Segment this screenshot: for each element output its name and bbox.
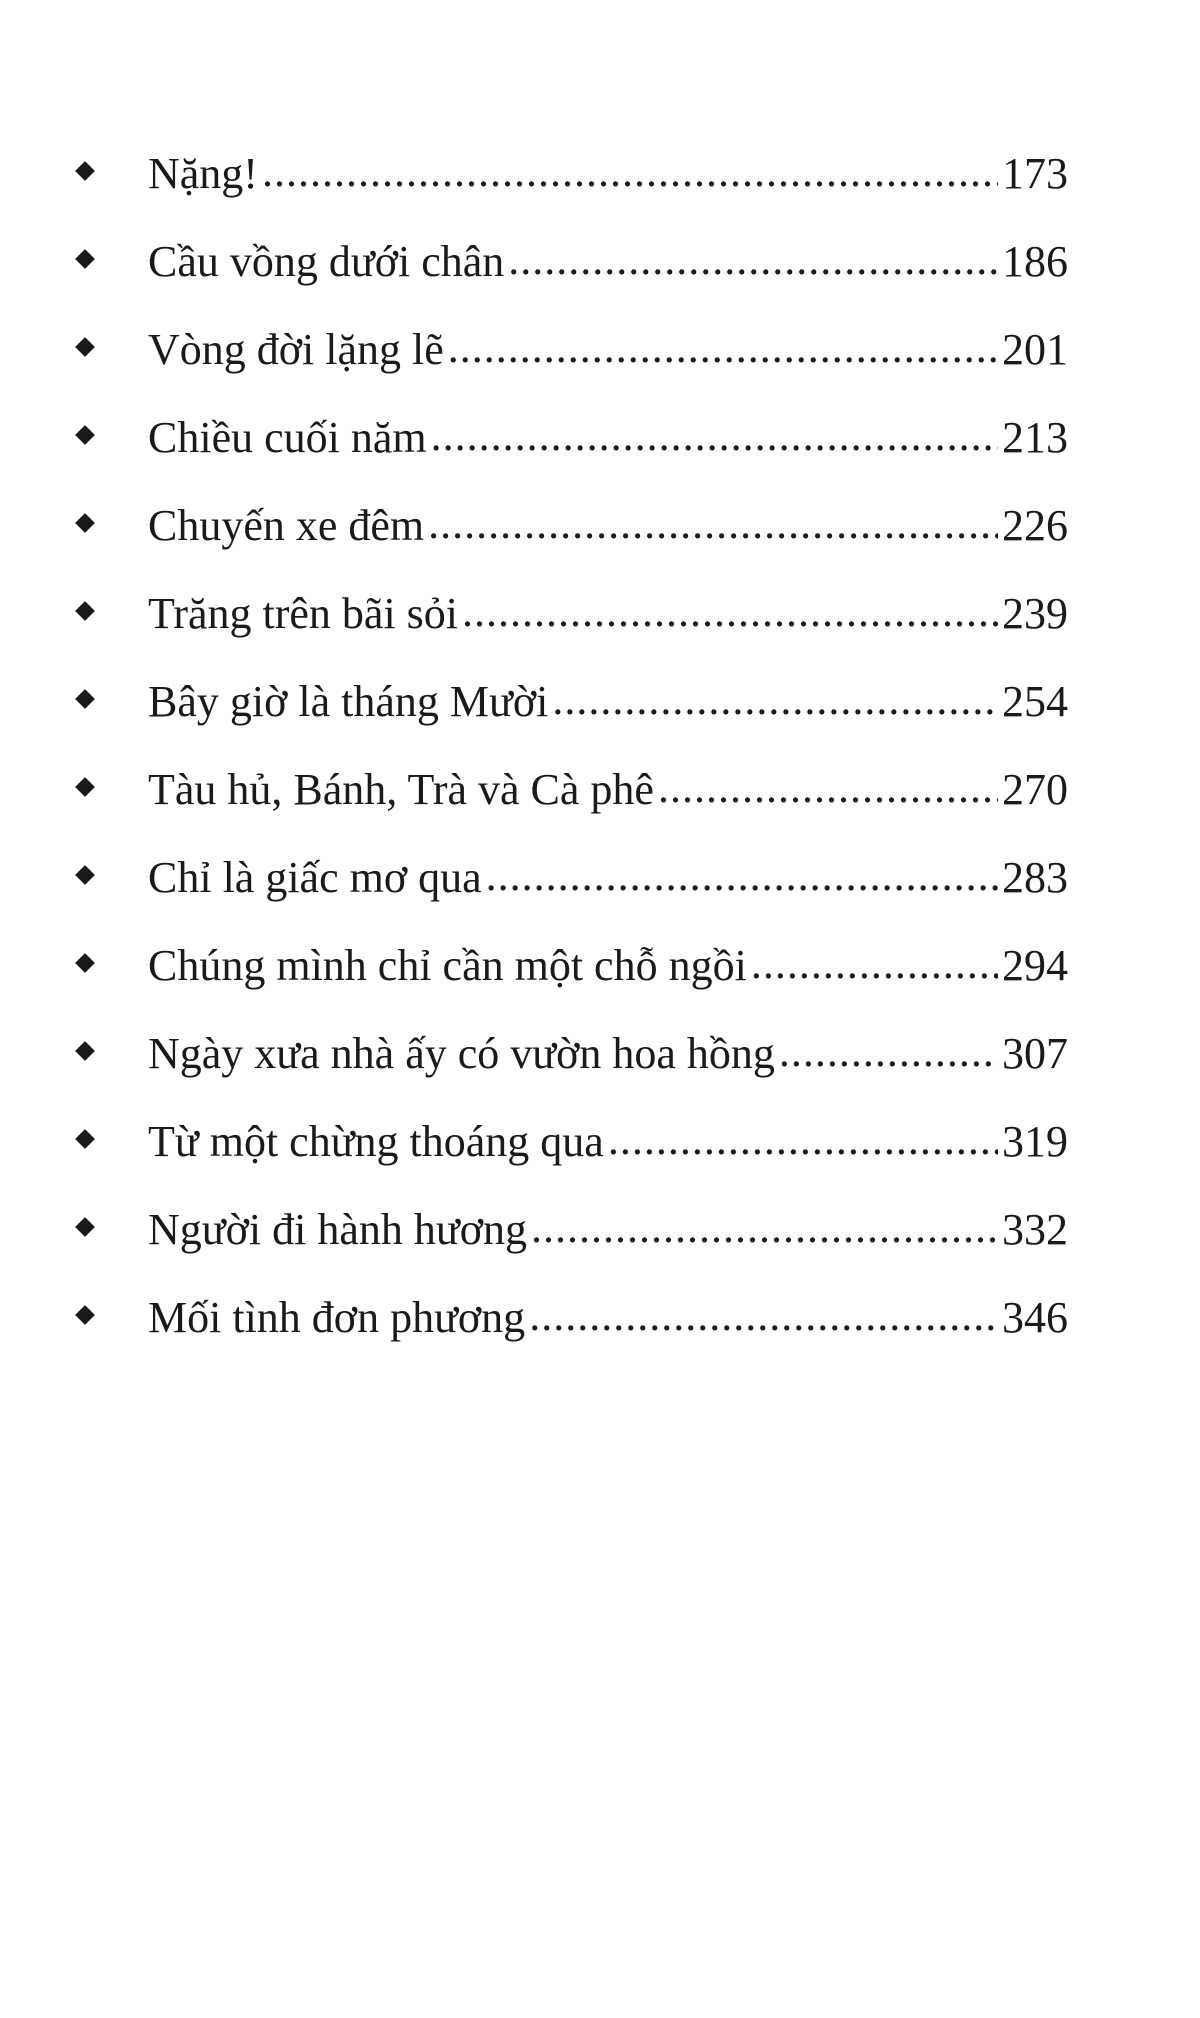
dot-leader [529,1272,998,1360]
toc-entry-page: 213 [1002,413,1068,462]
toc-entry-page: 254 [1002,677,1068,726]
toc-entry-title: Chúng mình chỉ cần một chỗ ngồi [148,941,747,990]
toc-entry-title: Nặng! [148,149,258,198]
toc-entry [78,130,1068,218]
toc-entry [78,834,1068,922]
dot-leader [751,920,998,1008]
toc-entry-title: Vòng đời lặng lẽ [148,325,444,374]
diamond-bullet-icon [75,689,95,709]
dot-leader [508,216,998,304]
dot-leader [608,1096,998,1184]
toc-entry-title: Tàu hủ, Bánh, Trà và Cà phê [148,765,654,814]
diamond-bullet-icon [75,865,95,885]
toc-entry-page: 346 [1002,1293,1068,1342]
toc-entry [78,1098,1068,1186]
toc-entry-title: Cầu vồng dưới chân [148,237,505,286]
toc-entry-page: 294 [1002,941,1068,990]
toc-entry [78,1010,1068,1098]
toc-entry-title: Bây giờ là tháng Mười [148,677,549,726]
diamond-bullet-icon [75,1129,95,1149]
diamond-bullet-icon [75,249,95,269]
dot-leader [779,1008,998,1096]
toc-entry-title: Ngày xưa nhà ấy có vườn hoa hồng [148,1029,775,1078]
toc-entry [78,746,1068,834]
toc-entry-page: 239 [1002,589,1068,638]
toc-entry-page: 283 [1002,853,1068,902]
toc-entry-title: Mối tình đơn phương [148,1293,526,1342]
toc-entry-title: Người đi hành hương [148,1205,527,1254]
diamond-bullet-icon [75,161,95,181]
dot-leader [658,744,998,832]
diamond-bullet-icon [75,1305,95,1325]
toc-entry [78,570,1068,658]
toc-entry [78,1274,1068,1362]
dot-leader [431,392,998,480]
toc-entry [78,218,1068,306]
toc-entry-page: 226 [1002,501,1068,550]
diamond-bullet-icon [75,1217,95,1237]
toc-entry-page: 319 [1002,1117,1068,1166]
diamond-bullet-icon [75,337,95,357]
diamond-bullet-icon [75,513,95,533]
diamond-bullet-icon [75,777,95,797]
toc-entry-title: Chỉ là giấc mơ qua [148,853,482,902]
dot-leader [448,304,998,392]
diamond-bullet-icon [75,425,95,445]
toc-entry [78,922,1068,1010]
toc-entry [78,306,1068,394]
toc-entry [78,394,1068,482]
toc-entry [78,658,1068,746]
dot-leader [531,1184,998,1272]
toc-entry [78,482,1068,570]
dot-leader [428,480,998,568]
toc-entry-page: 201 [1002,325,1068,374]
toc-entry-title: Trăng trên bãi sỏi [148,589,459,638]
dot-leader [486,832,998,920]
table-of-contents [78,130,1068,1362]
diamond-bullet-icon [75,601,95,621]
diamond-bullet-icon [75,953,95,973]
dot-leader [462,568,998,656]
toc-entry-page: 186 [1002,237,1068,286]
dot-leader [552,656,998,744]
toc-entry [78,1186,1068,1274]
toc-entry-page: 307 [1002,1029,1068,1078]
toc-entry-title: Từ một chừng thoáng qua [148,1117,604,1166]
dot-leader [262,128,998,216]
toc-entry-page: 332 [1002,1205,1068,1254]
toc-entry-title: Chuyến xe đêm [148,501,425,550]
toc-entry-page: 173 [1002,149,1068,198]
toc-entry-title: Chiều cuối năm [148,413,427,462]
toc-entry-page: 270 [1002,765,1068,814]
diamond-bullet-icon [75,1041,95,1061]
